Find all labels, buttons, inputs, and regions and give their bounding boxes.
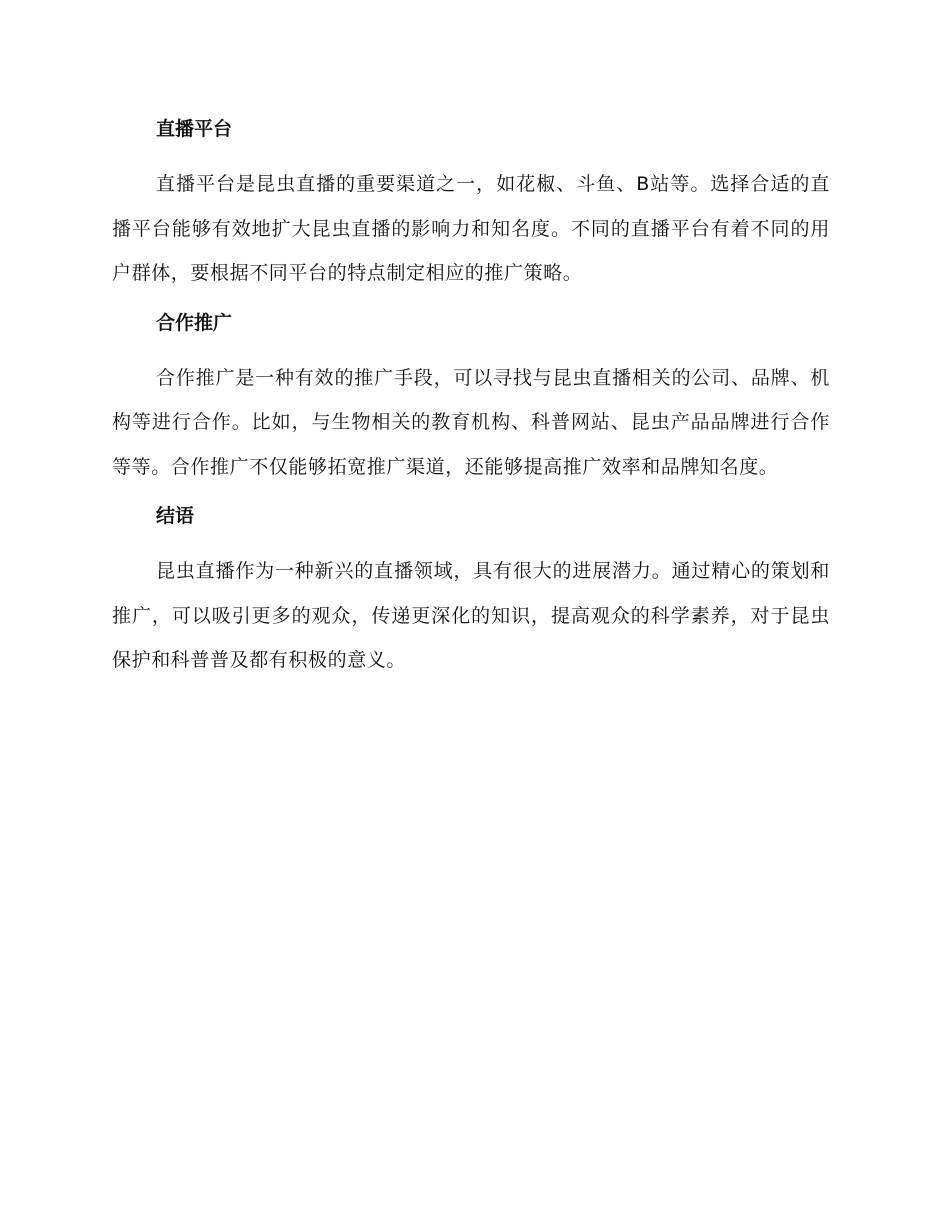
section-heading-live-platform: 直播平台 (156, 118, 233, 140)
document-page (112, 111, 830, 683)
section-heading-cooperation-promotion: 合作推广 (156, 311, 233, 334)
section-heading-conclusion: 结语 (156, 505, 195, 527)
section-paragraph-conclusion: 昆虫直播作为一种新兴的直播领域，具有很大的进展潜力。通过精心的策划和推广，可以吸引更多的观众，传递更深化的知识，提高观众的科学素养，对于昆虫保护和科普普及都有积极的意义。 (112, 560, 830, 671)
section-paragraph-live-platform: 直播平台是昆虫直播的重要渠道之一，如花椒、斗鱼、B站等。选择合适的直播平台能够有效地扩大昆虫直播的影响力和知名度。不同的直播平台有着不同的用户群体，要根据不同平台的特点制定相应的推广策略。 (112, 173, 830, 284)
section-paragraph-cooperation-promotion: 合作推广是一种有效的推广手段，可以寻找与昆虫直播相关的公司、品牌、机构等进行合作。比如，与生物相关的教育机构、科普网站、昆虫产品品牌进行合作等等。合作推广不仅能够拓宽推广渠道，还能够提高推广效率和品牌知名度。 (112, 366, 830, 478)
